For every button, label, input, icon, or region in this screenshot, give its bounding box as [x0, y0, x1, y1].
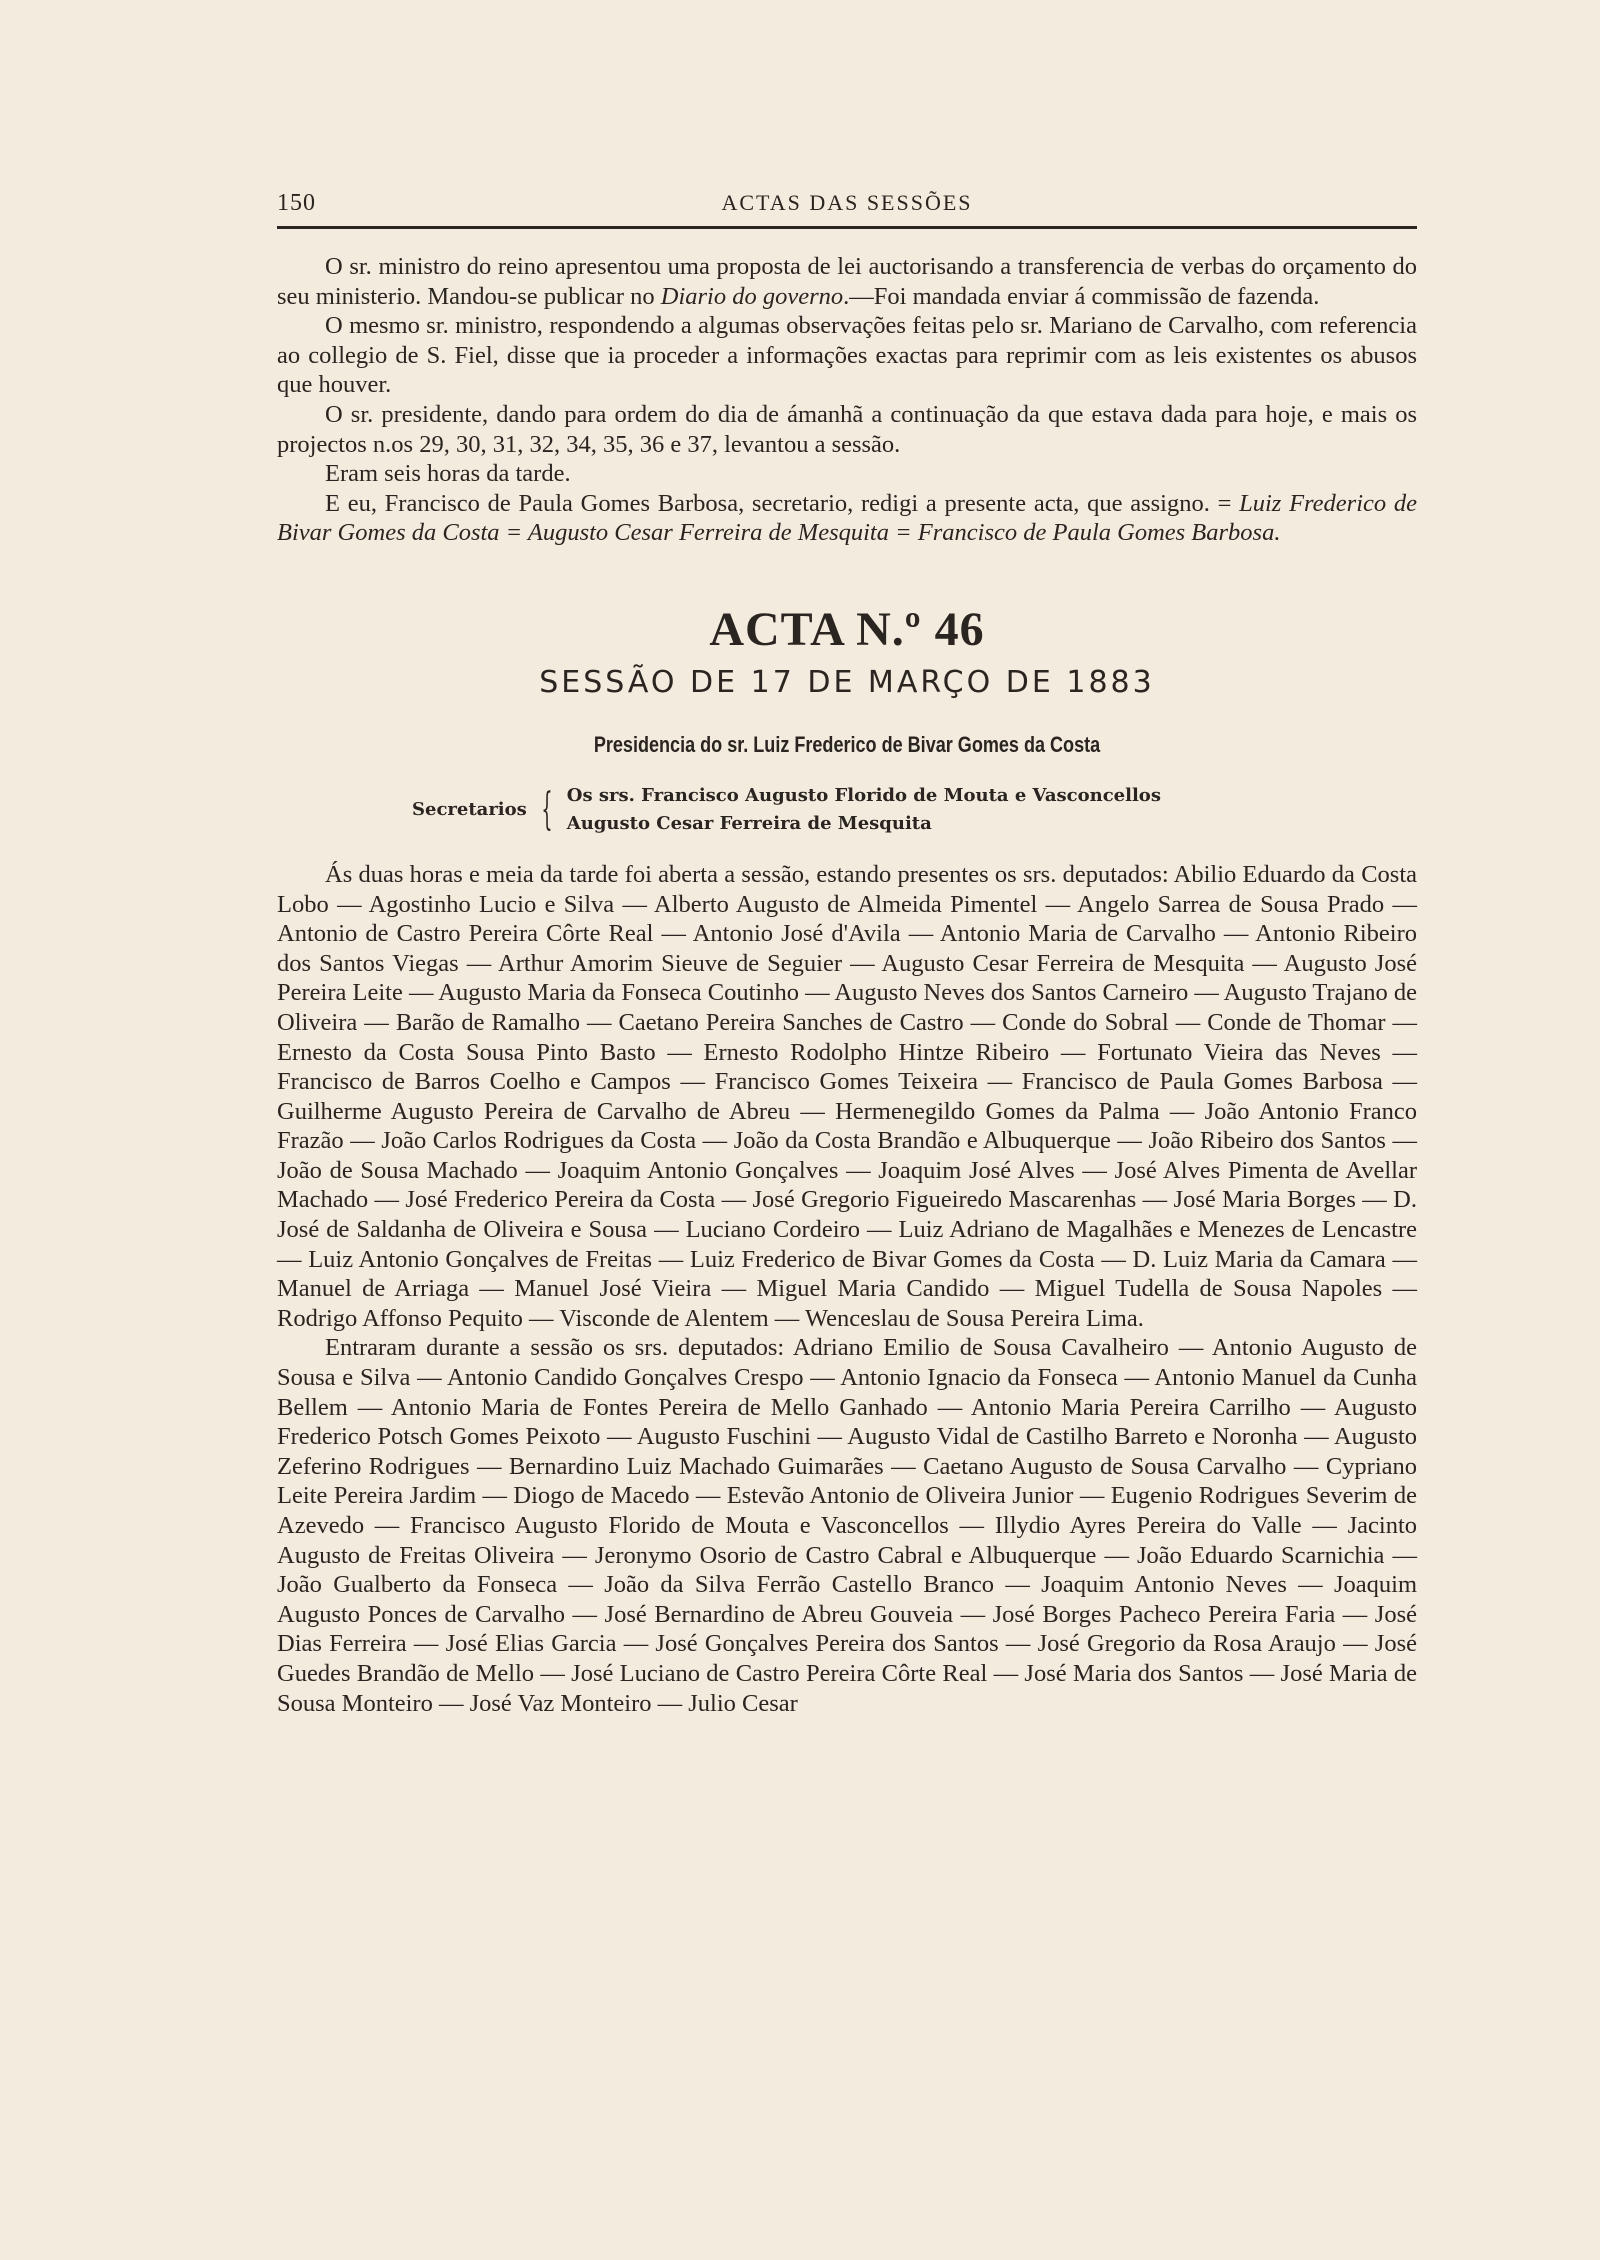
acta-title: ACTA N.º 46 [709, 602, 985, 656]
document-body [277, 252, 1417, 1718]
secretary-name: Os srs. Francisco Augusto Florido de Mouta e Vasconcellos [566, 784, 1161, 806]
publication-name: Diario do governo [660, 282, 844, 310]
secretary-name: Augusto Cesar Ferreira de Mesquita [566, 812, 932, 834]
secretaries-block [412, 782, 1417, 838]
page-header [277, 186, 1417, 222]
paragraph-proposal: O sr. ministro do reino apresentou uma proposta de lei auctorisando a transferencia de verbas do orçamento do seu ministerio. Mandou-se publicar no Diario do governo.—Foi mandada enviar á commissão de fazenda. [277, 253, 1417, 310]
paragraph-signature: E eu, Francisco de Paula Gomes Barbosa, secretario, redigi a presente acta, que assigno. = Luiz Frederico de Bivar Gomes da Costa = Augusto Cesar Ferreira de Mesquita = Francisco de Paula Gomes Barbosa. [277, 489, 1417, 547]
paragraph-entered-deputies: Entraram durante a sessão os srs. deputados: Adriano Emilio de Sousa Cavalheiro — Antonio Augusto de Sousa e Silva — Antonio Candido Gonçalves Crespo — Antonio Ignacio da Fonseca — Antonio Manuel da Cunha Bellem — Antonio Maria de Fontes Pereira de Mello Ganhado — Antonio Maria Pereira Carrilho — Augusto Frederico Potsch Gomes Peixoto — Augusto Fuschini — Augusto Vidal de Castilho Barreto e Noronha — Augusto Zeferino Rodrigues — Bernardino Luiz Machado Guimarães — Caetano Augusto de Sousa Carvalho — Cypriano Leite Pereira Jardim — Diogo de Macedo — Estevão Antonio de Oliveira Junior — Eugenio Rodrigues Severim de Azevedo — Francisco Augusto Florido de Mouta e Vasconcellos — Illydio Ayres Pereira do Valle — Jacinto Augusto de Freitas Oliveira — Jeronymo Osorio de Castro Cabral e Albuquerque — João Eduardo Scarnichia — João Gualberto da Fonseca — João da Silva Ferrão Castello Branco — Joaquim Antonio Neves — Joaquim Augusto Ponces de Carvalho — José Bernardino de Abreu Gouveia — José Borges Pacheco Pereira Faria — José Dias Ferreira — José Elias Garcia — José Gonçalves Pereira dos Santos — José Gregorio da Rosa Araujo — José Guedes Brandão de Mello — José Luciano de Castro Pereira Côrte Real — José Maria dos Santos — José Maria de Sousa Monteiro — José Vaz Monteiro — Julio Cesar [277, 1334, 1417, 1717]
paragraph-present-deputies: Ás duas horas e meia da tarde foi aberta a sessão, estando presentes os srs. deputados: Abilio Eduardo da Costa Lobo — Agostinho Lucio e Silva — Alberto Augusto de Almeida Pimentel — Angelo Sarrea de Sousa Prado — Antonio de Castro Pereira Côrte Real — Antonio José d'Avila — Antonio Maria de Carvalho — Antonio Ribeiro dos Santos Viegas — Arthur Amorim Sieuve de Seguier — Augusto Cesar Ferreira de Mesquita — Augusto José Pereira Leite — Augusto Maria da Fonseca Coutinho — Augusto Neves dos Santos Carneiro — Augusto Trajano de Oliveira — Barão de Ramalho — Caetano Pereira Sanches de Castro — Conde do Sobral — Conde de Thomar — Ernesto da Costa Sousa Pinto Basto — Ernesto Rodolpho Hintze Ribeiro — Fortunato Vieira das Neves — Francisco de Barros Coelho e Campos — Francisco Gomes Teixeira — Francisco de Paula Gomes Barbosa — Guilherme Augusto Pereira de Carvalho de Abreu — Hermenegildo Gomes da Palma — João Antonio Franco Frazão — João Carlos Rodrigues da Costa — João da Costa Brandão e Albuquerque — João Ribeiro dos Santos — João de Sousa Machado — Joaquim Antonio Gonçalves — Joaquim José Alves — José Alves Pimenta de Avellar Machado — José Frederico Pereira da Costa — José Gregorio Figueiredo Mascarenhas — José Maria Borges — D. José de Saldanha de Oliveira e Sousa — Luciano Cordeiro — Luiz Adriano de Magalhães e Menezes de Lencastre — Luiz Antonio Gonçalves de Freitas — Luiz Frederico de Bivar Gomes da Costa — D. Luiz Maria da Camara — Manuel de Arriaga — Manuel José Vieira — Miguel Maria Candido — Miguel Tudella de Sousa Napoles — Rodrigo Affonso Pequito — Visconde de Alentem — Wenceslau de Sousa Pereira Lima. [277, 860, 1417, 1332]
paragraph-minister-reply: O mesmo sr. ministro, respondendo a algumas observações feitas pelo sr. Mariano de Carvalho, com referencia ao collegio de S. Fiel, disse que ia proceder a informações exactas para reprimir com as leis existentes os abusos que houver. [277, 312, 1417, 399]
header-rule [277, 226, 1417, 229]
paragraph-president: O sr. presidente, dando para ordem do dia de ámanhã a continuação da que estava dada para hoje, e mais os projectos n.os 29, 30, 31, 32, 34, 35, 36 e 37, levantou a sessão. [277, 400, 1417, 458]
brace-icon: { [541, 783, 553, 835]
session-title: SESSÃO DE 17 DE MARÇO DE 1883 [539, 664, 1155, 700]
paragraph-time: Eram seis horas da tarde. [325, 460, 571, 488]
running-title: ACTAS DAS SESSÕES [721, 190, 973, 215]
presidency-line: Presidencia do sr. Luiz Frederico de Bivar Gomes da Costa [593, 731, 1101, 757]
page-number: 150 [277, 190, 316, 216]
secretaries-names [567, 782, 1161, 838]
secretaries-label: Secretarios [412, 798, 527, 820]
signatures: Luiz Frederico de Bivar Gomes da Costa = Augusto Cesar Ferreira de Mesquita = Francisco de Paula Gomes Barbosa. [277, 489, 1417, 547]
